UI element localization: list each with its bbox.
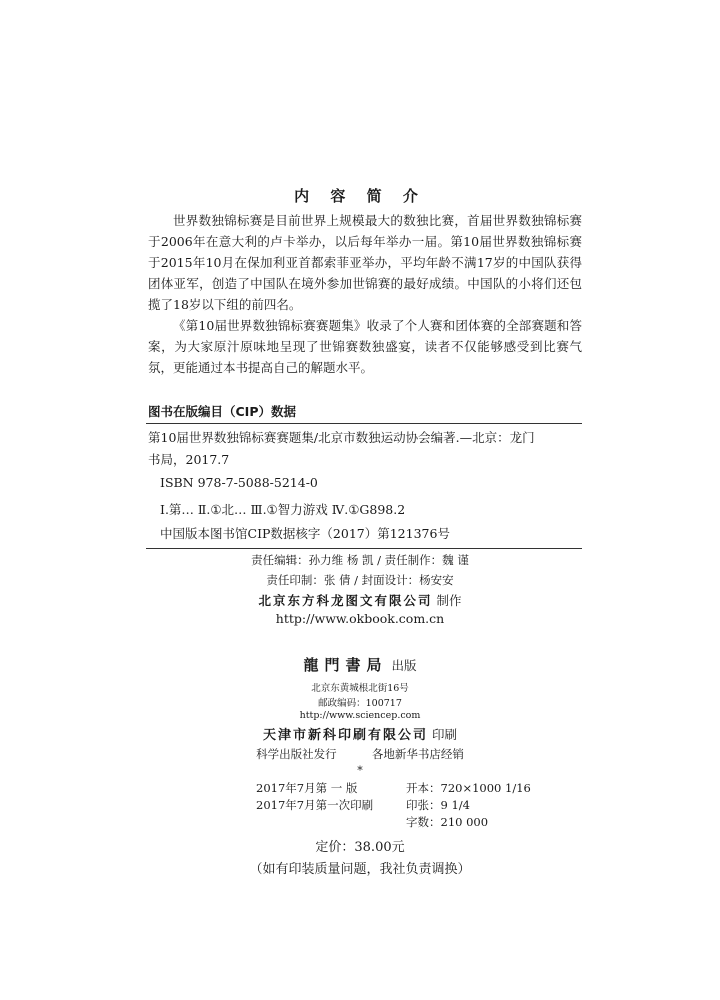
quality-notice: （如有印装质量问题，我社负责调换） bbox=[249, 862, 471, 877]
intro-paragraph-1: 世界数独锦标赛是目前世界上规模最大的数独比赛，首届世界数独锦标赛于2006年在意大利的卢卡举办，以后每年举办一届。第10届世界数独锦标赛于2015年10月在保加利亚首都索菲亚举办，平均年龄不满17岁的中国队获得团体亚军，创造了中国队在境外参加世锦赛的最好成绩。中国队的小将们还包揽了18岁以下组的前四名。 bbox=[148, 213, 582, 312]
producer-line bbox=[0, 591, 720, 609]
intro-text bbox=[148, 210, 582, 378]
publisher-url: http://www.sciencep.com bbox=[299, 710, 421, 721]
publisher-suffix: 出版 bbox=[391, 658, 417, 673]
cip-classification: Ⅰ.第… Ⅱ.①北… Ⅲ.①智力游戏 Ⅳ.①G898.2 bbox=[160, 502, 406, 517]
distribution-seller: 各地新华书店经销 bbox=[371, 747, 464, 761]
spec-words: 字数：210 000 bbox=[406, 815, 489, 829]
publisher-line bbox=[0, 654, 720, 675]
cip-record: 中国版本图书馆CIP数据核字（2017）第121376号 bbox=[160, 526, 450, 541]
intro-paragraph-2: 《第10届世界数独锦标赛赛题集》收录了个人赛和团体赛的全部赛题和答案，为大家原汁原味地呈现了世锦赛数独盛宴，读者不仅能够感受到比赛气氛，更能通过本书提高自己的解题水平。 bbox=[148, 318, 582, 375]
spec-printing: 2017年7月第一次印刷 bbox=[256, 798, 374, 812]
spec-edition: 2017年7月第 一 版 bbox=[256, 781, 358, 795]
separator-star: * bbox=[357, 764, 363, 777]
printer-line bbox=[0, 724, 720, 743]
price: 定价：38.00元 bbox=[315, 840, 405, 855]
cip-line-2: 书局，2017.7 bbox=[148, 452, 230, 467]
spec-format: 开本：720×1000 1/16 bbox=[406, 781, 531, 795]
publisher-logo: 龍門書局 bbox=[303, 656, 388, 674]
cip-top-rule bbox=[146, 423, 582, 424]
cip-isbn: ISBN 978-7-5088-5214-0 bbox=[160, 475, 318, 490]
credits-production: 责任印制：张 倩 / 封面设计：杨安安 bbox=[266, 573, 454, 587]
specs-row-1 bbox=[256, 780, 531, 796]
spec-sheets: 印张：9 1/4 bbox=[406, 798, 470, 812]
distribution-publisher: 科学出版社发行 bbox=[256, 747, 337, 761]
credits-editors: 责任编辑：孙力维 杨 凯 / 责任制作：魏 谨 bbox=[251, 553, 469, 567]
page-title: 内 容 简 介 bbox=[294, 187, 426, 205]
producer-name: 北京东方科龙图文有限公司 bbox=[258, 593, 433, 608]
publisher-postcode: 邮政编码：100717 bbox=[318, 698, 402, 709]
specs-row-3 bbox=[406, 814, 526, 830]
cip-bottom-rule bbox=[146, 548, 582, 549]
producer-suffix: 制作 bbox=[436, 593, 462, 608]
publisher-address: 北京东黄城根北街16号 bbox=[311, 683, 409, 694]
cip-line-1: 第10届世界数独锦标赛赛题集/北京市数独运动协会编著.—北京：龙门 bbox=[148, 430, 535, 445]
printer-suffix: 印刷 bbox=[431, 727, 457, 742]
producer-url: http://www.okbook.com.cn bbox=[275, 611, 445, 626]
printer-name: 天津市新科印刷有限公司 bbox=[262, 728, 428, 743]
distribution-line bbox=[0, 746, 720, 762]
specs-row-2 bbox=[256, 797, 516, 813]
cip-heading: 图书在版编目（CIP）数据 bbox=[148, 404, 296, 419]
